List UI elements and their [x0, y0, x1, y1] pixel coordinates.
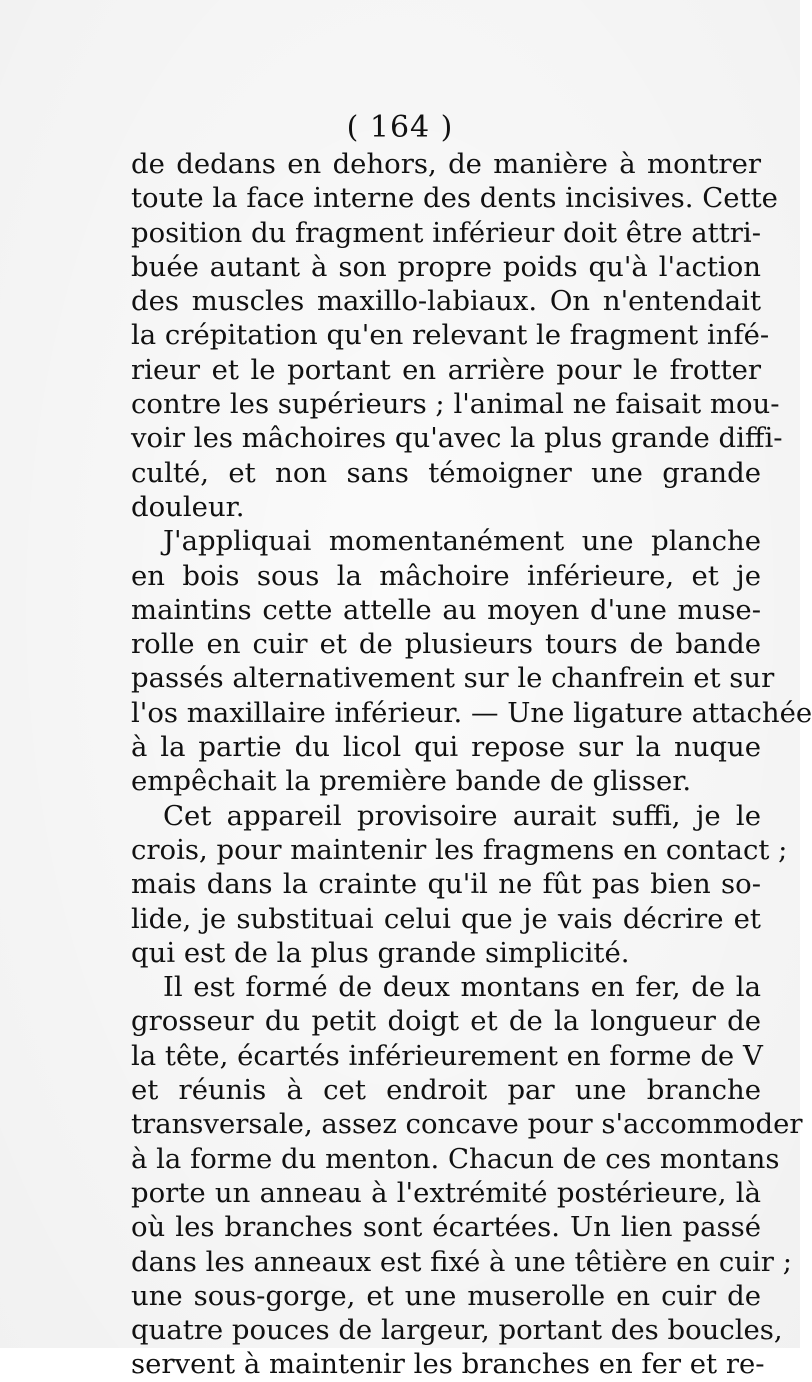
text-line: la tête, écartés inférieurement en forme de V: [131, 1039, 763, 1072]
text-line: dans les anneaux est fixé à une têtière en cuir ;: [131, 1245, 792, 1278]
text-line: contre les supérieurs ; l'animal ne faisait mou-: [131, 388, 780, 421]
text-line: des muscles maxillo-labiaux. On n'entendait: [131, 285, 761, 318]
text-line: à la forme du menton. Chacun de ces montans: [131, 1142, 780, 1175]
text-line: la crépitation qu'en relevant le fragment infé-: [131, 319, 770, 352]
text-line: quatre pouces de largeur, portant des boucles,: [131, 1314, 783, 1347]
text-line: culté, et non sans témoigner une grande: [131, 456, 761, 489]
text-line: voir les mâchoires qu'avec la plus grande diffi-: [131, 422, 783, 455]
text-line: transversale, assez concave pour s'accommoder: [131, 1108, 803, 1141]
text-line: lide, je substituai celui que je vais décrire et: [131, 902, 761, 935]
text-line: porte un anneau à l'extrémité postérieure, là: [131, 1176, 761, 1209]
text-line: grosseur du petit doigt et de la longueur de: [131, 1005, 761, 1038]
text-line: douleur.: [131, 490, 245, 523]
text-line: J'appliquai momentanément une planche: [163, 525, 761, 558]
text-line: maintins cette attelle au moyen d'une muse-: [131, 593, 761, 626]
text-line: mais dans la crainte qu'il ne fût pas bien so-: [131, 868, 761, 901]
text-line: une sous-gorge, et une muserolle en cuir de: [131, 1279, 761, 1312]
text-line: et réunis à cet endroit par une branche: [131, 1074, 761, 1107]
text-line: rieur et le portant en arrière pour le frotter: [131, 353, 761, 386]
text-line: buée autant à son propre poids qu'à l'action: [131, 250, 761, 283]
text-line: de dedans en dehors, de manière à montrer: [131, 148, 761, 180]
body-text: [131, 147, 812, 1382]
text-line: l'os maxillaire inférieur. — Une ligature attachée: [131, 696, 812, 729]
text-line: empêchait la première bande de glisser.: [131, 765, 692, 798]
text-line: où les branches sont écartées. Un lien passé: [131, 1211, 761, 1244]
text-line: position du fragment inférieur doit être attri-: [131, 216, 761, 249]
text-line: à la partie du licol qui repose sur la nuque: [131, 731, 761, 764]
text-line: passés alternativement sur le chanfrein et sur: [131, 662, 775, 695]
page-number: ( 164 ): [346, 110, 454, 145]
text-line: toute la face interne des dents incisives. Cette: [131, 182, 778, 215]
text-line: qui est de la plus grande simplicité.: [131, 936, 630, 969]
text-line: en bois sous la mâchoire inférieure, et je: [131, 559, 761, 592]
text-line: rolle en cuir et de plusieurs tours de bande: [131, 628, 761, 661]
text-line: Il est formé de deux montans en fer, de la: [163, 971, 761, 1004]
text-line: crois, pour maintenir les fragmens en contact ;: [131, 833, 788, 866]
text-line: servent à maintenir les branches en fer et re-: [131, 1348, 765, 1381]
text-line: Cet appareil provisoire aurait suffi, je le: [163, 799, 761, 832]
